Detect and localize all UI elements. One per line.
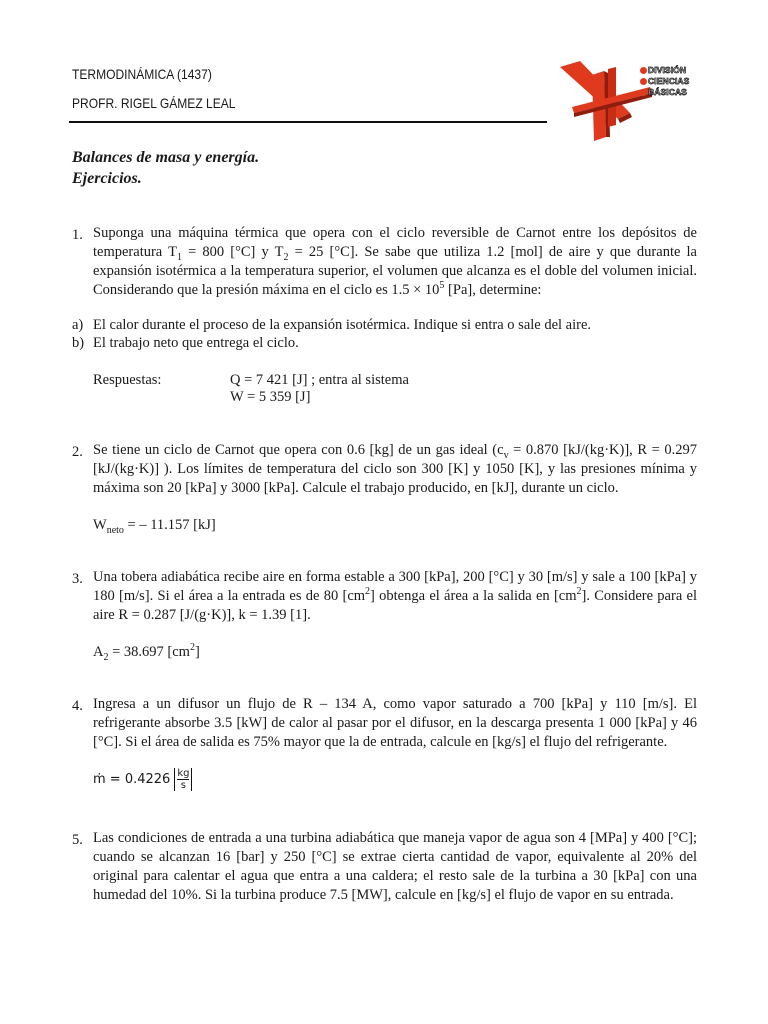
answer-value: = – 11.157 [kJ] [123,517,216,533]
answer-subscript: neto [106,524,124,536]
problem-text: Las condiciones de entrada a una turbina adiabática que maneja vapor de agua son 4 [MPa] y 400 [°C]; cuando se alcanzan 16 [bar] y 250 [°C] se extrae cierta cantidad de vapor, equivalente al 20% del original para calentar el agua que entra a una caldera; el resto sale de la turbina a 30 [kPa] con una humedad del 10%. Si la turbina produce 7.5 [MW], calcule en [kg/s] el flujo de vapor en su entrada. [93,830,697,903]
logo-dot [640,78,647,85]
answer-close: ] [194,644,200,660]
answer-superscript: 2 [189,642,195,654]
unit-fraction [174,768,192,791]
header-rule [69,121,547,123]
course-title: TERMODINÁMICA (1437) [72,66,212,82]
professor-name: PROFR. RIGEL GÁMEZ LEAL [72,95,236,111]
problem-text: Se tiene un ciclo de Carnot que opera con 0.6 [kg] de un gas ideal ($c_v = 0.870$ [kJ/(kg·K)], R = 0.297 [kJ/(kg·K)] ). Los límites de temperatura del ciclo son 300 [K] y 1050 [K], y las presiones mínima y máxima son 20 [kPa] y 3000 [kPa]. Calcule el trabajo producido, en [kJ], durante un ciclo. [93,442,697,496]
logo-text: BÁSICAS [648,87,687,97]
answer-subscript: 2 [103,651,109,663]
answer-symbol: W [93,517,107,533]
answer-value: = 38.697 [cm [108,644,190,660]
part-text: El trabajo neto que entrega el ciclo. [93,335,299,351]
answer-line [93,643,200,661]
logo-text: DIVISIÓN [648,65,687,75]
page-title: Balances de masa y energía. [72,149,260,166]
answer-line: W = 5 359 [J] [230,389,311,405]
part-label: b) [72,335,85,351]
problem-text: Ingresa a un difusor un flujo de R – 134 A, como vapor saturado a 700 [kPa] y 110 [m/s]. El refrigerante absorbe 3.5 [kW] de calor al pasar por el difusor, en la descarga presenta 1 000 [kPa] y 46 [°C]. Si el área de salida es 75% mayor que la de entrada, calcule en [kg/s] el flujo del refrigerante. [93,696,697,750]
answer-line [93,516,216,534]
part-label: a) [72,317,84,333]
problem-number: 2. [72,444,83,460]
unit-denominator: s [180,780,186,791]
problem-text: Una tobera adiabática recibe aire en forma estable a 300 [kPa], 200 [°C] y 30 [m/s] y sale a 100 [kPa] y 180 [m/s]. Si el área a la entrada es de 80 $[cm^2]$ obtenga el área a la salida en $[cm^2]$. Considere para el aire R = 0.287 [J/(g·K)], k = 1.39 [1]. [93,569,697,623]
answer-value: ṁ = 0.4226 [93,772,171,787]
problem-number: 1. [72,227,83,243]
logo-dot [640,67,647,74]
problem-text: Suponga una máquina térmica que opera con el ciclo reversible de Carnot entre los depósitos de temperatura $T_1 = 800$ [°C] y $T_2 = 25$ [°C]. Se sabe que utiliza 1.2 [mol] de aire y que durante la expansión isotérmica a la temperatura superior, el volumen que alcanza es el doble del volumen inicial. Considerando que la presión máxima en el ciclo es $1.5 \times 10^5$ [Pa], determine: [93,225,697,298]
problem-number: 3. [72,571,83,587]
answer-symbol: A [93,644,104,660]
answer-line: Q = 7 421 [J] ; entra al sistema [230,372,409,388]
part-text: El calor durante el proceso de la expansión isotérmica. Indique si entra o sale del aire. [93,317,592,333]
logo-text: CIENCIAS [648,76,690,86]
problem-number: 5. [72,832,83,848]
answer-line [93,768,192,791]
problem-number: 4. [72,698,83,714]
unit-numerator: kg [177,768,190,779]
logo-dot [640,89,647,96]
page-subtitle: Ejercicios. [72,170,142,187]
answers-label: Respuestas: [93,372,162,388]
